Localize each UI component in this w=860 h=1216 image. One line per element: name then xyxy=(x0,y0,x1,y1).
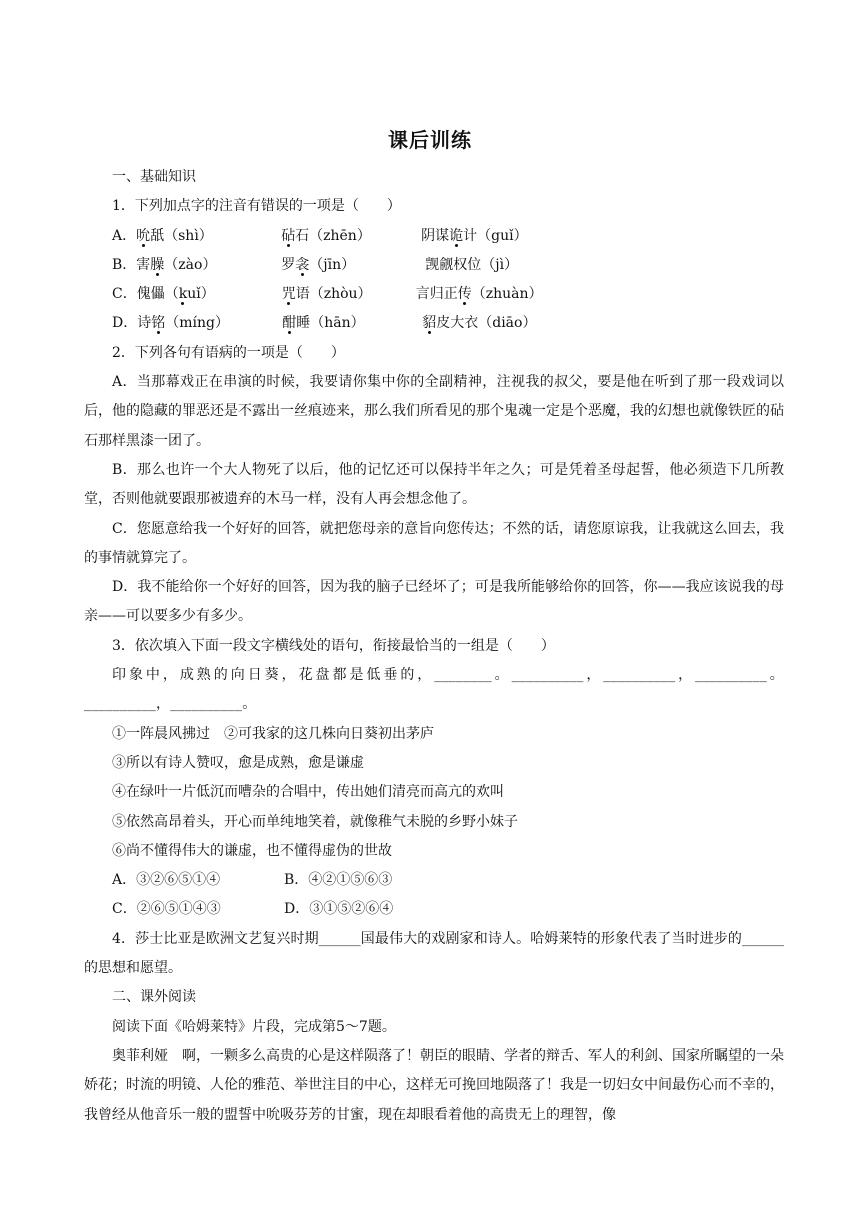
option-text: （míng） xyxy=(165,315,229,332)
document-body xyxy=(84,163,784,1130)
option-text: 罗 xyxy=(281,256,296,273)
option-text: 计（guǐ） xyxy=(463,227,528,244)
option-letter: A． xyxy=(112,227,137,244)
question-1-option-a xyxy=(84,222,784,251)
question-1-option-c xyxy=(84,280,784,309)
question-2-option-b: B．那么也许一个大人物死了以后，他的记忆还可以保持半年之久；可是凭着圣母起誓，他必须造下几所教堂，否则他就要跟那被遗弃的木马一样，没有人再会想念他了。 xyxy=(84,461,784,508)
reading-passage: 奥菲利娅 啊，一颗多么高贵的心是这样陨落了！朝臣的眼睛、学者的辩舌、军人的利剑、国家所瞩望的一朵娇花；时流的明镜、人伦的雅范、举世注目的中心，这样无可挽回地陨落了！我是一切妇女中间最伤心而不幸的，我曾经从他音乐一般的盟誓中吮吸芬芳的甘蜜，现在却眼看着他的高贵无上的理智，像 xyxy=(84,1047,784,1123)
dotted-char: 传 xyxy=(457,286,472,303)
choice-c: C．②⑥⑤①④③ xyxy=(112,901,221,918)
question-1-option-d xyxy=(84,309,784,338)
option-letter: B． xyxy=(112,256,137,273)
choice-b: B．④②①⑤⑥③ xyxy=(284,872,393,889)
dotted-char: 儡（kuǐ） xyxy=(150,286,215,303)
option-text: 石（zhēn） xyxy=(295,227,371,244)
section-heading: 二、课外阅读 xyxy=(112,989,196,1006)
dotted-char: 貂 xyxy=(422,315,437,332)
question-3-item: ①一阵晨风拂过 ②可我家的这几株向日葵初出茅庐 xyxy=(112,725,434,742)
option-letter: D． xyxy=(112,315,138,332)
dotted-char: 铭 xyxy=(151,315,166,332)
option-text: 语（zhòu） xyxy=(295,286,372,303)
choice-a: A．③②⑥⑤①④ xyxy=(112,872,221,889)
option-text: 舐（shì） xyxy=(150,227,213,244)
reading-intro: 阅读下面《哈姆莱特》片段，完成第5～7题。 xyxy=(112,1018,396,1035)
dotted-char: 砧 xyxy=(281,227,296,244)
question-2-option-a: A．当那幕戏正在串演的时候，我要请你集中你的全副精神，注视我的叔父，要是他在听到了那一段戏词以后，他的隐藏的罪恶还是不露出一丝痕迹来，那么我们所看见的那个鬼魂一定是个恶魔，我的幻想也就像铁匠的砧石那样黑漆一团了。 xyxy=(84,374,784,449)
dotted-char: 衾 xyxy=(295,256,310,273)
question-1-stem: 1．下列加点字的注音有错误的一项是（ ） xyxy=(112,198,401,215)
question-2-stem: 2．下列各句有语病的一项是（ ） xyxy=(112,344,345,361)
option-text: 觊觎权位（jì） xyxy=(425,256,519,273)
question-3-passage: 印象中，成熟的向日葵，花盘都是低垂的，________。__________，__________，__________。__________，__________。 xyxy=(84,667,784,713)
dotted-char: 吮 xyxy=(136,227,151,244)
section-heading: 一、基础知识 xyxy=(112,169,196,185)
question-4: 4．莎士比亚是欧洲文艺复兴时期______国最伟大的戏剧家和诗人。哈姆莱特的形象代表了当时进步的______的思想和愿望。 xyxy=(84,930,784,977)
question-3-item: ⑥尚不懂得伟大的谦虚，也不懂得虚伪的世故 xyxy=(112,842,392,859)
page-title: 课后训练 xyxy=(388,128,472,152)
question-3-item: ④在绿叶一片低沉而嘈杂的合唱中，传出她们清亮而高亢的欢叫 xyxy=(112,784,504,801)
option-text: 诗 xyxy=(137,315,152,332)
option-text: （jīn） xyxy=(309,256,356,273)
dotted-char: 诡 xyxy=(449,227,464,244)
option-letter: C． xyxy=(112,286,137,303)
option-text: 害 xyxy=(136,256,151,273)
option-text: 傀 xyxy=(136,286,151,303)
option-text: 睡（hān） xyxy=(296,315,365,332)
option-text: 阴谋 xyxy=(421,227,450,244)
question-3-item: ⑤依然高昂着头，开心而单纯地笑着，就像稚气未脱的乡野小妹子 xyxy=(112,813,518,830)
dotted-char: 酣 xyxy=(282,315,297,332)
option-text: 言归正 xyxy=(415,286,458,303)
question-3-item: ③所以有诗人赞叹，愈是成熟，愈是谦虚 xyxy=(112,754,364,771)
question-3-stem: 3．依次填入下面一段文字横线处的语句，衔接最恰当的一组是（ ） xyxy=(112,637,555,654)
question-2-option-c: C．您愿意给我一个好好的回答，就把您母亲的意旨向您传达；不然的话，请您原谅我，让我就这么回去，我的事情就算完了。 xyxy=(84,520,784,566)
dotted-char: 臊 xyxy=(150,256,165,273)
option-text: （zhuàn） xyxy=(471,286,543,303)
option-text: （zào） xyxy=(164,256,217,273)
question-2-option-d: D．我不能给你一个好好的回答，因为我的脑子已经坏了；可是我所能够给你的回答，你——我应该说我的母亲——可以要多少有多少。 xyxy=(84,579,784,625)
question-3-choices-row xyxy=(84,866,784,895)
question-1-option-b xyxy=(84,251,784,280)
choice-d: D．③①⑤②⑥④ xyxy=(284,901,394,918)
option-text: 皮大衣（diāo） xyxy=(436,315,537,332)
question-3-choices-row xyxy=(84,895,784,924)
dotted-char: 咒 xyxy=(281,286,296,303)
